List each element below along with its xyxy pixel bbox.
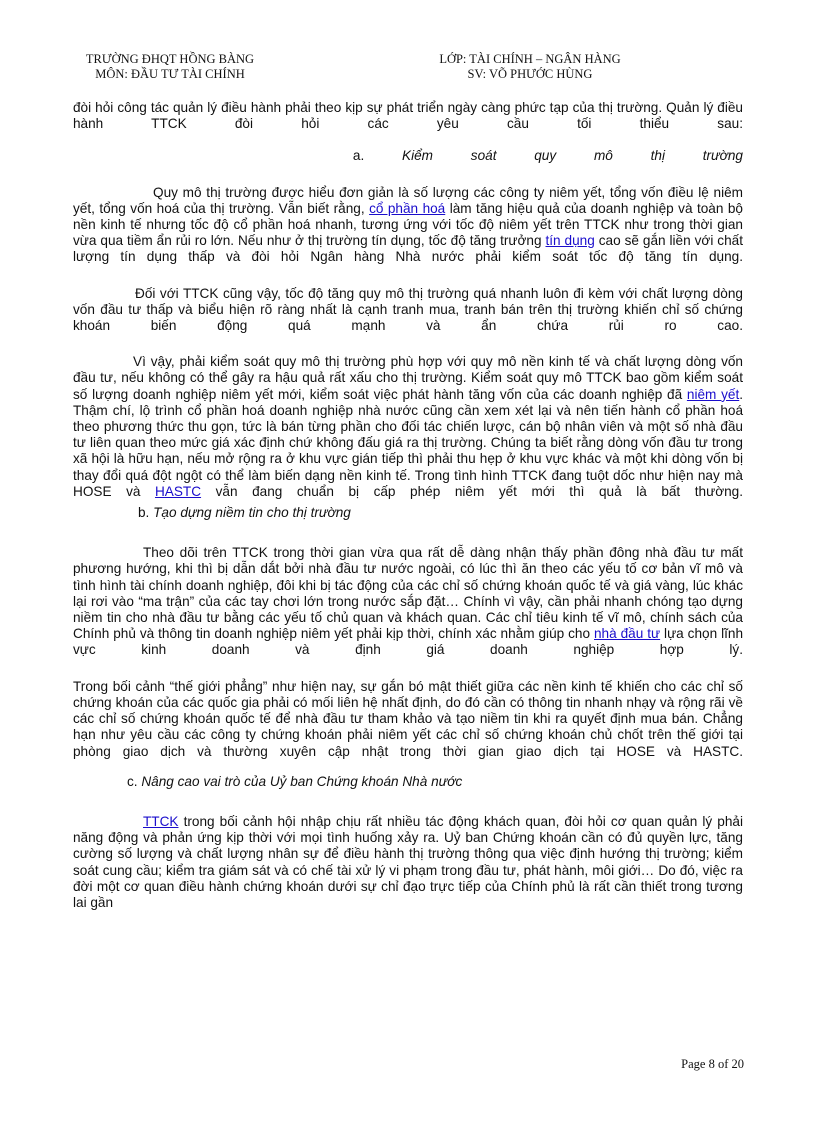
text-span: làm tăng hiệu quả của doanh nghiệp và toàn bộ nền kinh tế nhưng tốc độ cổ phần hoá nhanh, tương ứng với tốc độ niêm yết trên TTCK như trong thời gian vừa qua tiềm ẩn rủi ro lớn. Nếu như ở thị trường tín dụng, tốc độ tăng trưởng: [73, 200, 743, 249]
paragraph-ssc-role: [73, 814, 743, 911]
heading-a-letter: a.: [352, 148, 365, 164]
section-heading-a: [73, 148, 743, 164]
link-nha-dau-tu[interactable]: nhà đầu tư: [594, 626, 661, 642]
heading-a-text: Kiểm soát quy mô thị trường: [402, 148, 743, 164]
document-body: [73, 100, 743, 911]
text-span: trong bối cảnh hội nhập chịu rất nhiều tác động khách quan, đòi hỏi cơ quan quản lý phải năng động và phản ứng kịp thời với mọi tình huống xảy ra. Uỷ ban Chứng khoán cần có đủ quyền lực, tăng cường số lượng và chất lượng nhân sự để điều hành thị trường thông qua việc định hướng thị trường; kiểm soát cung cầu; kiểm tra giám sát và có chế tài xử lý vi phạm trong đầu tư, phát hành, môi giới… Do đó, việc ra đời một cơ quan điều hành chứng khoán dưới sự chỉ đạo trực tiếp của Chính phủ là rất cần thiết trong tương lai gần: [73, 813, 743, 910]
text-span: vẫn đang chuẩn bị cấp phép niêm yết mới thì quả là bất thường.: [201, 483, 744, 499]
heading-c-text: Nâng cao vai trò của Uỷ ban Chứng khoán Nhà nước: [141, 773, 463, 789]
text-span: Theo dõi trên TTCK trong thời gian vừa qua rất dễ dàng nhận thấy phần đông nhà đầu tư mất phương hướng, khi thì bị dẫn dắt bởi nhà đầu tư nước ngoài, có lúc thì ăn theo các yếu tố cơ bản vĩ mô và tình hình tài chính doanh nghiệp, đôi khi bị tác động của các chỉ số chứng khoán quốc tế và giá vàng, lúc khác lại rơi vào “ma trận” của các tay chơi lớn trong nước sắp đặt… Chính vì vậy, cần phải nhanh chóng tạo dựng niềm tin cho nhà đầu tư bằng các yếu tố chủ quan và khách quan. Các chỉ tiêu kinh tế vĩ mô, chính sách của Chính phủ và thông tin doanh nghiệp niêm yết phải kịp thời, chính xác nhằm giúp cho: [73, 545, 743, 642]
heading-c-letter: c.: [127, 773, 138, 789]
header-left: [70, 52, 270, 82]
text-span: . Thậm chí, lộ trình cổ phần hoá doanh nghiệp nhà nước cũng cần xem xét lại và nên tiến hành cổ phần hoá theo phương thức thu gọn, tức là bán từng phần cho đối tác chiến lược, cán bộ nhân viên và một số nhà đầu tư liên quan theo mức giá xác định chứ không đấu giá ra thị trường. Chúng ta biết rằng dòng vốn đầu tư trong xã hội là hữu hạn, nếu mở rộng ra ở khu vực gián tiếp thì phải thu hẹp ở khu vực khác và một khi dòng vốn bị thay đổi quá đột ngột có thể làm biến dạng nền kinh tế. Trong tình hình TTCK đang tuột dốc như hiện nay mà HOSE và: [73, 386, 744, 499]
paragraph-build-trust: [73, 545, 743, 658]
heading-b-text: Tạo dựng niềm tin cho thị trường: [153, 505, 351, 521]
section-heading-b: [73, 505, 743, 521]
header-student: SV: VÕ PHƯỚC HÙNG: [467, 67, 593, 81]
link-co-phan-hoa[interactable]: cổ phần hoá: [369, 200, 446, 216]
paragraph-flat-world: Trong bối cảnh “thế giới phẳng” như hiện nay, sự gắn bó mật thiết giữa các nền kinh tế khiến cho các chỉ số chứng khoán của các quốc gia phải có mối liên hệ nhất định, do đó cần có thông tin nhanh nhạy và rộng rãi về các chỉ số chứng khoán quốc tế để nhà đầu tư tham khảo và tạo niềm tin khi ra quyết định mua bán. Chẳng hạn như yêu cầu các công ty chứng khoán phải niêm yết các chỉ số chứng khoán chủ chốt trên thế giới tại phòng giao dịch và thường xuyên cập nhật trong thời gian giao dịch tại HOSE và HASTC.: [73, 678, 743, 759]
page-number: Page 8 of 20: [681, 1057, 744, 1071]
link-ttck[interactable]: TTCK: [143, 813, 179, 829]
text-span: lựa chọn lĩnh vực kinh doanh và định giá doanh nghiệp hợp lý.: [73, 626, 744, 658]
paragraph-scale-definition: [73, 185, 743, 266]
header-subject: MÔN: ĐẦU TƯ TÀI CHÍNH: [95, 67, 245, 81]
link-niem-yet[interactable]: niêm yết: [686, 386, 740, 402]
text-span: Quy mô thị trường được hiểu đơn giản là số lượng các công ty niêm yết, tổng vốn điều lệ niêm yết, tổng vốn hoá của thị trường. Vẫn biết rằng,: [73, 184, 743, 216]
text-span: Vì vậy, phải kiểm soát quy mô thị trường phù hợp với quy mô nền kinh tế và chất lượng dòng vốn đầu tư, nếu không có thể gây ra hậu quả rất xấu cho thị trường. Kiểm soát quy mô TTCK bao gồm kiểm soát số lượng doanh nghiệp niêm yết mới, kiểm soát việc phát hành tăng vốn của các doanh nghiệp đã: [73, 354, 743, 402]
paragraph-ttck-growth: Đối với TTCK cũng vậy, tốc độ tăng quy mô thị trường quá nhanh luôn đi kèm với chất lượng dòng vốn đầu tư thấp và biểu hiện rõ ràng nhất là cạnh tranh mua, tranh bán trên thị trường khiến chỉ số chứng khoán biến động quá mạnh và ẩn chứa rủi ro cao.: [73, 285, 743, 334]
paragraph-control-scale: [73, 354, 743, 500]
intro-paragraph: đòi hỏi công tác quản lý điều hành phải theo kịp sự phát triển ngày càng phức tạp của thị trường. Quản lý điều hành TTCK đòi hỏi các yêu cầu tối thiểu sau:: [73, 100, 743, 132]
header-class: LỚP: TÀI CHÍNH – NGÂN HÀNG: [439, 52, 621, 66]
link-hastc[interactable]: HASTC: [154, 483, 202, 499]
text-span: cao sẽ gắn liền với chất lượng tín dụng thấp và đòi hỏi Ngân hàng Nhà nước phải kiểm soát tốc độ tăng tín dụng.: [73, 233, 743, 265]
header-right: [430, 52, 630, 82]
heading-b-letter: b.: [138, 505, 150, 521]
link-tin-dung[interactable]: tín dụng: [545, 233, 595, 249]
section-heading-c: [73, 774, 743, 790]
header-school: TRƯỜNG ĐHQT HỒNG BÀNG: [85, 52, 255, 66]
